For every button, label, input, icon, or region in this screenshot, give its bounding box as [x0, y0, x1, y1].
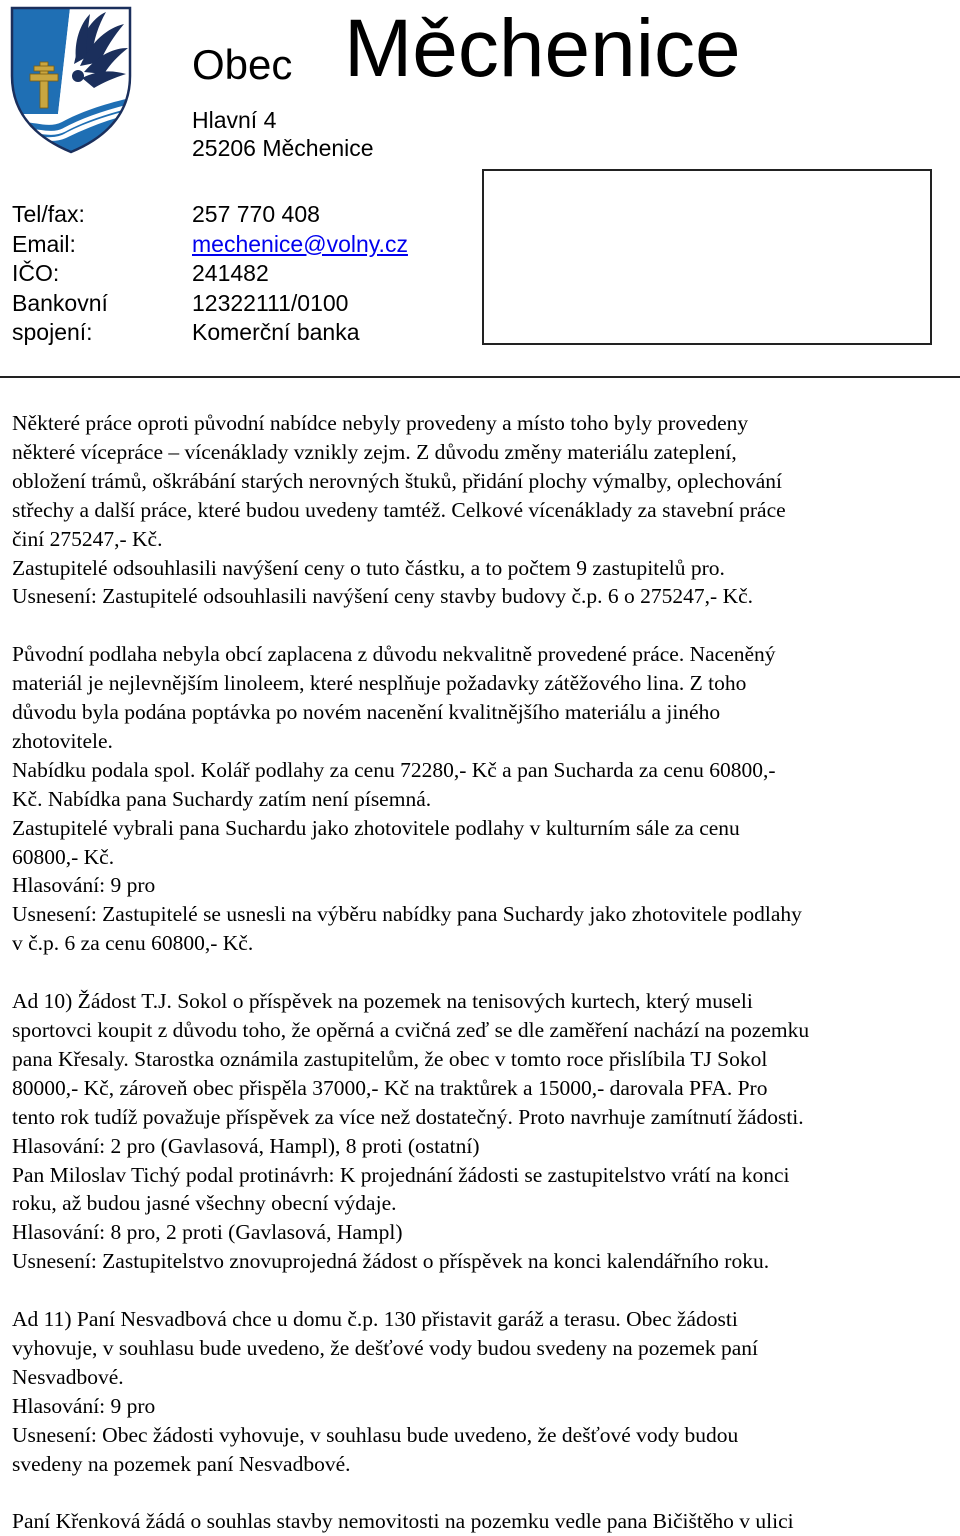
text-line: roku, až budou jasné všechny obecní výdaje.: [12, 1191, 397, 1216]
text-line: v č.p. 6 za cenu 60800,- Kč.: [12, 931, 254, 956]
text-line: Hlasování: 2 pro (Gavlasová, Hampl), 8 proti (ostatní): [12, 1133, 480, 1158]
text-line: důvodu byla podána poptávka po novém nacenění kvalitnějšího materiálu a jiného: [12, 700, 721, 725]
text-line: 80000,- Kč, zároveň obec přispěla 37000,- Kč na traktůrek a 15000,- darovala PFA. Pro: [12, 1075, 768, 1100]
contact-label: Email:: [12, 230, 76, 257]
text-line: Pan Miloslav Tichý podal protinávrh: K projednání žádosti se zastupitelstvo vrátí na konci: [12, 1162, 790, 1187]
text-line: Některé práce oproti původní nabídce nebyly provedeny a místo toho byly provedeny: [12, 411, 749, 435]
text-line: Kč. Nabídka pana Suchardy zatím není písemná.: [12, 786, 432, 811]
address-city: 25206 Měchenice: [192, 135, 374, 161]
text-line: sportovci koupit z důvodu toho, že opěrná a cvičná zeď se dle zaměření nachází na pozemku: [12, 1018, 810, 1042]
minutes-body: [12, 409, 952, 1536]
text-line: Usnesení: Zastupitelé odsouhlasili navýšení ceny stavby budovy č.p. 6 o 275247,- Kč.: [12, 584, 754, 609]
paragraph-gap: [12, 958, 952, 987]
paragraph-gap: [12, 611, 952, 640]
coat-of-arms-icon: [10, 6, 132, 154]
text-line: Zastupitelé odsouhlasili navýšení ceny o tuto částku, a to počtem 9 zastupitelů pro.: [12, 555, 725, 580]
text-line: Původní podlaha nebyla obcí zaplacena z důvodu nekvalitně provedené práce. Naceněný: [12, 642, 776, 667]
text-line: vyhovuje, v souhlasu bude uvedeno, že dešťové vody budou svedeny na pozemek paní: [12, 1335, 758, 1360]
text-line: Hlasování: 9 pro: [12, 1393, 156, 1418]
text-line: Nesvadbové.: [12, 1364, 124, 1389]
text-line: Nabídku podala spol. Kolář podlahy za cenu 72280,- Kč a pan Sucharda za cenu 60800,-: [12, 757, 776, 782]
header-divider: [0, 376, 960, 378]
contact-value: 241482: [192, 260, 269, 286]
town-name-title: Měchenice: [344, 3, 741, 94]
text-line: svedeny na pozemek paní Nesvadbové.: [12, 1451, 351, 1476]
text-line: obložení trámů, oškrábání starých nerovných štuků, přidání plochy výmalby, oplechování: [12, 468, 783, 493]
email-link[interactable]: mechenice@volny.cz: [192, 230, 408, 257]
text-line: materiál je nejlevnějším linoleem, které nesplňuje požadavky zátěžového lina. Z toho: [12, 671, 747, 696]
text-line: 60800,- Kč.: [12, 844, 115, 869]
contact-value: 12322111/0100: [192, 289, 349, 316]
text-line: Usnesení: Zastupitelé se usnesli na výběru nabídky pana Suchardy jako zhotovitele podlahy: [12, 902, 802, 927]
paragraph-gap: [12, 1276, 952, 1305]
text-line: Zastupitelé vybrali pana Suchardu jako zhotovitele podlahy v kulturním sále za cenu: [12, 815, 740, 840]
text-line: Usnesení: Zastupitelstvo znovuprojedná žádost o příspěvek na konci kalendářního roku.: [12, 1249, 770, 1274]
text-line: zhotovitele.: [12, 728, 113, 753]
text-line: Ad 11) Paní Nesvadbová chce u domu č.p. 130 přistavit garáž a terasu. Obec žádosti: [12, 1307, 738, 1332]
text-line: Hlasování: 9 pro: [12, 873, 156, 898]
obec-label: Obec: [192, 41, 293, 88]
contact-label: Tel/fax:: [12, 201, 85, 227]
contact-value: Komerční banka: [192, 319, 360, 345]
contact-label: spojení:: [12, 319, 93, 345]
contact-label: Bankovní: [12, 289, 108, 316]
text-line: střechy a další práce, které budou uvedeny tamtéž. Celkové vícenáklady za stavební práce: [12, 497, 786, 522]
paragraph-gap: [12, 1478, 952, 1507]
text-line: Paní Křenková žádá o souhlas stavby nemovitosti na pozemku vedle pana Bičištěho v ulici: [12, 1509, 794, 1534]
contact-label: IČO:: [12, 260, 60, 286]
text-line: pana Křesaly. Starostka oznámila zastupitelům, že obec v tomto roce přislíbila TJ Sokol: [12, 1046, 768, 1071]
address-street: Hlavní 4: [192, 107, 277, 133]
contact-value: 257 770 408: [192, 201, 320, 227]
stamp-box: [482, 169, 932, 345]
text-line: Ad 10) Žádost T.J. Sokol o příspěvek na pozemek na tenisových kurtech, který museli: [12, 989, 753, 1014]
text-line: Usnesení: Obec žádosti vyhovuje, v souhlasu bude uvedeno, že dešťové vody budou: [12, 1422, 739, 1447]
text-line: tento rok tudíž považuje příspěvek za více než dostatečný. Proto navrhuje zamítnutí žádosti.: [12, 1104, 804, 1129]
text-line: Hlasování: 8 pro, 2 proti (Gavlasová, Hampl): [12, 1220, 403, 1245]
text-line: činí 275247,- Kč.: [12, 526, 163, 551]
text-line: některé vícepráce – vícenáklady vznikly zejm. Z důvodu změny materiálu zateplení,: [12, 439, 737, 464]
